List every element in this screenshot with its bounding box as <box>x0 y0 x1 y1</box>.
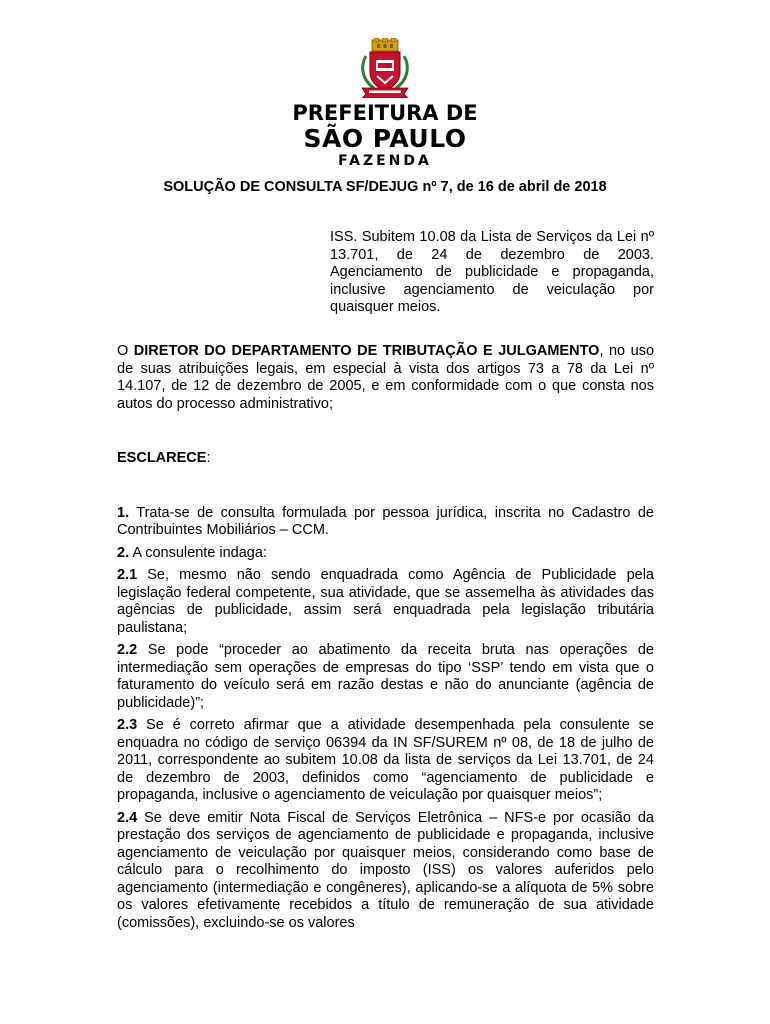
paragraph-number: 2.2 <box>117 642 138 658</box>
esclarece-heading <box>117 450 654 468</box>
paragraph-2-4 <box>117 810 654 933</box>
paragraph-number: 2. <box>117 544 130 561</box>
paragraph-text: Se é correto afirmar que a atividade desempenhada pela consulente se enquadra no código de serviço 06394 da IN SF/SUREM nº 08, de 18 de julho de 2011, correspondente ao subitem 10.08 da lista de serviços da Lei 13.701, de 24 de dezembro de 2003, definidos como “agenciamento de publicidade e propaganda, inclusive o agenciamento de veiculação por quaisquer meios”; <box>117 717 654 803</box>
org-name-line2: SÃO PAULO <box>303 124 467 153</box>
document-body <box>117 343 654 932</box>
intro-paragraph <box>117 343 654 413</box>
paragraph-2-3 <box>117 717 654 805</box>
paragraph-1 <box>117 505 654 540</box>
paragraph-text: Trata-se de consulta formulada por pessoa jurídica, inscrita no Cadastro de Contribuintes Mobiliários – CCM. <box>117 504 654 538</box>
intro-authority: DIRETOR DO DEPARTAMENTO DE TRIBUTAÇÃO E JULGAMENTO <box>133 343 600 359</box>
paragraph-2-1 <box>117 567 654 637</box>
paragraph-text: Se pode “proceder ao abatimento da receita bruta nas operações de intermediação sem operações de empresas do tipo ‘SSP’ tendo em vista que o faturamento do veículo será em razão destas e não do anunciante (agência de publicidade)”; <box>117 642 654 711</box>
paragraph-text: Se, mesmo não sendo enquadrada como Agência de Publicidade pela legislação federal competente, sua atividade, que se assemelha às atividades das agências de publicidade, assim será enquadrada pela legislação tributária paulistana; <box>117 567 654 636</box>
paragraph-text: Se deve emitir Nota Fiscal de Serviços Eletrônica – NFS-e por ocasião da prestação dos serviços de agenciamento de publicidade e propaganda, inclusive agenciamento de veiculação por quaisquer meios, considerando como base de cálculo para o recolhimento do imposto (ISS) os valores auferidos pelo agenciamento (intermediação e congêneres), aplicando-se a alíquota de 5% sobre os valores efetivamente recebidos a título de remuneração de sua atividade (comissões), excluindo-se os valores <box>117 809 654 931</box>
intro-prefix: O <box>117 343 134 359</box>
intro-text: , no uso de suas atribuições legais, em especial à vista dos artigos 73 a 78 da Lei nº 14.107, de 12 de dezembro de 2005, e em conformidade com o que consta nos autos do processo administrativo; <box>117 343 655 412</box>
org-name-line1: PREFEITURA DE <box>292 101 478 125</box>
paragraph-2-2 <box>117 642 654 712</box>
sao-paulo-coat-of-arms-icon <box>356 38 414 98</box>
org-department: FAZENDA <box>338 153 432 169</box>
paragraph-number: 2.1 <box>117 567 138 583</box>
ementa: ISS. Subitem 10.08 da Lista de Serviços da Lei nº 13.701, de 24 de dezembro de 2003. Agenciamento de publicidade e propaganda, inclusive agenciamento de veiculação por quaisquer meios. <box>330 229 654 315</box>
letterhead <box>0 38 770 169</box>
esclarece-colon: : <box>206 450 211 466</box>
esclarece-label: ESCLARECE <box>117 450 207 466</box>
paragraph-2 <box>117 545 654 563</box>
paragraph-number: 2.3 <box>117 717 138 733</box>
paragraph-number: 2.4 <box>117 809 138 826</box>
document-title: SOLUÇÃO DE CONSULTA SF/DEJUG nº 7, de 16 de abril de 2018 <box>163 179 607 195</box>
paragraph-text: A consulente indaga: <box>129 544 267 561</box>
paragraph-number: 1. <box>117 504 130 521</box>
